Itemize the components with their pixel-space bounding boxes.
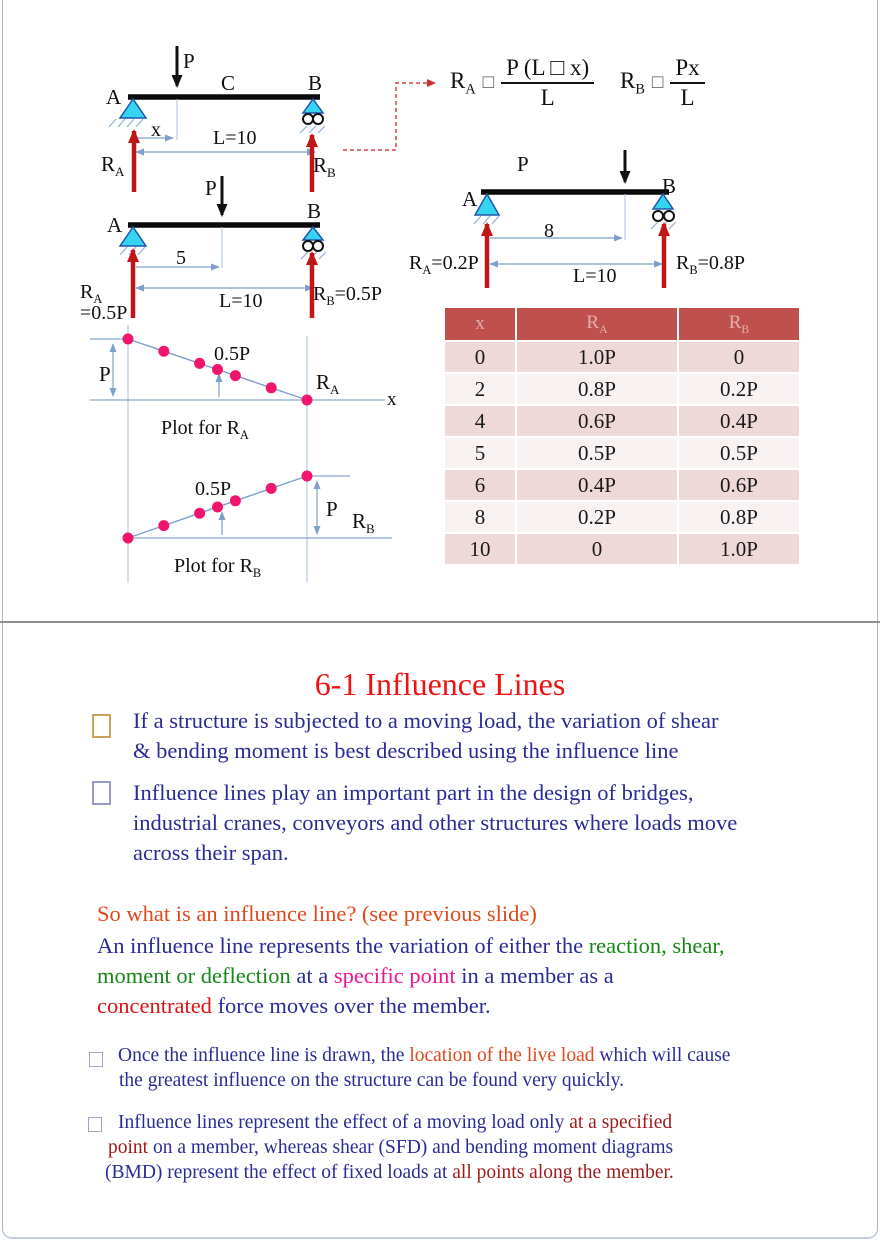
- missing-equals-glyph: □: [651, 72, 664, 94]
- text-segment: reaction, shear,: [588, 933, 725, 958]
- data-point: [266, 382, 277, 393]
- col-header-rb: $R_B$: [679, 308, 799, 340]
- table-row: [445, 534, 799, 564]
- text-segment: Influence lines represent the effect of a moving load only: [118, 1112, 570, 1133]
- formula-rb: [620, 56, 705, 111]
- bullet1-line2: & bending moment is best described using the influence line: [133, 738, 679, 763]
- formula-rb-lhs: $R_B$: [620, 67, 645, 98]
- table-cell: 1.0P: [517, 342, 677, 372]
- formula-ra-fraction: $\frac{P (L □ x)}{L}$: [501, 56, 594, 111]
- formula-ra: [450, 56, 594, 111]
- table-row: [445, 470, 799, 500]
- table-cell: 2: [445, 374, 515, 404]
- col-header-x: x: [445, 308, 515, 340]
- table-cell: 0.6P: [679, 470, 799, 500]
- table-cell: 0: [445, 342, 515, 372]
- bullet1-line1: If a structure is subjected to a moving load, the variation of shear: [133, 708, 719, 733]
- beam1-reaction-a-label: $R_A$: [101, 152, 125, 180]
- data-point: [194, 508, 205, 519]
- text-segment: which will cause: [594, 1045, 731, 1066]
- beam1-length-label: L=10: [213, 127, 257, 149]
- data-point: [266, 483, 277, 494]
- text-segment: at a: [290, 963, 334, 988]
- data-point: [302, 471, 313, 482]
- table-cell: 0: [517, 534, 677, 564]
- beam2-reaction-b-label: $R_B=0.5P$: [313, 283, 383, 308]
- beam1-support-b-label: B: [308, 71, 323, 95]
- table-cell: 0.2P: [517, 502, 677, 532]
- plot-rb-half-label: 0.5P: [195, 478, 232, 500]
- bullet2-line2: industrial cranes, conveyors and other structures where loads move: [133, 810, 738, 835]
- beam3-length-label: L=10: [573, 265, 617, 287]
- text-segment: (BMD) represent the effect of fixed loads at: [105, 1162, 453, 1183]
- table-cell: 0.4P: [517, 470, 677, 500]
- formula-rb-fraction: $\frac{Px}{L}$: [670, 56, 704, 111]
- text-segment: all points along the member.: [452, 1162, 674, 1183]
- table-cell: 6: [445, 470, 515, 500]
- beam3-support-a-label: A: [462, 187, 478, 211]
- plot-ra-half-label: 0.5P: [214, 343, 251, 365]
- beam1-point-c-label: C: [221, 71, 236, 95]
- definition-line2: [97, 963, 614, 989]
- table-header-row: [445, 308, 799, 340]
- table-cell: 0: [679, 342, 799, 372]
- text-segment: An influence line represents the variation of either the: [97, 933, 589, 958]
- table-row: [445, 438, 799, 468]
- text-segment: location of the live load: [409, 1045, 595, 1066]
- col-header-ra: $R_A$: [517, 308, 677, 340]
- beam1-x-dim-label: x: [151, 119, 161, 141]
- plot-ra-axis-label: x: [387, 389, 397, 410]
- beam2-load-label: P: [205, 176, 217, 200]
- data-point: [158, 346, 169, 357]
- text-segment: at a specified: [569, 1112, 673, 1133]
- hatch-b1: [300, 126, 325, 133]
- reactions-table: [443, 306, 801, 566]
- beam3-reaction-a-label: $R_A=0.2P$: [409, 252, 479, 277]
- text-segment: on a member, whereas shear (SFD) and bending moment diagrams: [148, 1137, 674, 1158]
- table-cell: 10: [445, 534, 515, 564]
- note2-line2: [108, 1137, 673, 1159]
- beam2-support-a-label: A: [107, 213, 123, 237]
- definition-line3: [97, 993, 491, 1019]
- formula-ra-lhs: $R_A$: [450, 67, 476, 98]
- text-segment: Once the influence line is drawn, the: [118, 1045, 410, 1066]
- beam2-reaction-a-value: =0.5P: [80, 302, 128, 324]
- beam3-load-pos-label: 8: [544, 220, 554, 242]
- table-cell: 0.5P: [517, 438, 677, 468]
- table-cell: 1.0P: [679, 534, 799, 564]
- note1-line1: [118, 1045, 730, 1067]
- beam2-half-dim-label: 5: [176, 247, 186, 269]
- text-segment: force moves over the member.: [211, 993, 491, 1018]
- dashed-connector-arrow: [343, 83, 435, 150]
- table-cell: 0.8P: [517, 374, 677, 404]
- bullet-square-icon: [92, 781, 111, 805]
- table-cell: 0.2P: [679, 374, 799, 404]
- definition-line1: [97, 933, 725, 959]
- text-segment: concentrated: [97, 993, 212, 1018]
- beam2-reaction-a-label: $R_A$: [80, 281, 103, 306]
- plot-rb-series-label: $R_B$: [352, 509, 375, 537]
- beam2-length-label: L=10: [219, 290, 263, 312]
- plot-rb-p-label: P: [326, 497, 338, 521]
- table-row: [445, 374, 799, 404]
- note2-line1: [118, 1112, 672, 1134]
- data-point: [212, 364, 223, 375]
- hatch-a1: [109, 119, 143, 127]
- missing-equals-glyph: □: [482, 72, 495, 94]
- bullet-square-icon: [89, 1052, 103, 1067]
- plot-rb-caption: Plot for $R_B$: [174, 555, 262, 580]
- data-point: [212, 502, 223, 513]
- table-cell: 0.8P: [679, 502, 799, 532]
- beam1-support-a-label: A: [106, 85, 122, 109]
- table-cell: 4: [445, 406, 515, 436]
- slide-title: 6-1 Influence Lines: [314, 666, 566, 702]
- hatch-a3: [474, 216, 499, 224]
- table-cell: 8: [445, 502, 515, 532]
- table-row: [445, 342, 799, 372]
- plot-ra-p-label: P: [99, 362, 111, 386]
- table-cell: 0.4P: [679, 406, 799, 436]
- beam1-load-label: P: [183, 49, 195, 73]
- text-segment: in a member as a: [455, 963, 614, 988]
- note1-line2: [119, 1070, 624, 1092]
- bullet-square-icon: [88, 1117, 102, 1132]
- beam2-support-b-label: B: [307, 199, 322, 223]
- beam1-group: [109, 46, 325, 192]
- beam3-load-label: P: [517, 152, 529, 176]
- note2-line3: [105, 1162, 674, 1184]
- data-point: [302, 395, 313, 406]
- text-segment: point: [108, 1137, 149, 1158]
- table-cell: 0.6P: [517, 406, 677, 436]
- data-point: [158, 520, 169, 531]
- data-point: [230, 370, 241, 381]
- data-point: [123, 533, 134, 544]
- table-cell: 5: [445, 438, 515, 468]
- bullet2-line3: across their span.: [133, 840, 289, 865]
- plot-ra-series-label: $R_A$: [316, 370, 340, 398]
- data-point: [230, 495, 241, 506]
- table-row: [445, 502, 799, 532]
- text-segment: the greatest influence on the structure can be found very quickly.: [119, 1070, 625, 1091]
- text-segment: specific point: [333, 963, 456, 988]
- text-segment: moment or deflection: [97, 963, 291, 988]
- so-what-line: So what is an influence line? (see previous slide): [97, 901, 537, 926]
- data-point: [123, 334, 134, 345]
- beam3-reaction-b-label: $R_B=0.8P$: [676, 252, 746, 277]
- plot-ra-caption: Plot for $R_A$: [161, 417, 249, 442]
- data-point: [194, 358, 205, 369]
- bullet-square-icon: [92, 714, 111, 738]
- table-row: [445, 406, 799, 436]
- table-cell: 0.5P: [679, 438, 799, 468]
- beam1-reaction-b-label: $R_B$: [313, 153, 336, 181]
- beam3-support-b-label: B: [662, 174, 677, 198]
- bullet2-line1: Influence lines play an important part in the design of bridges,: [133, 780, 694, 805]
